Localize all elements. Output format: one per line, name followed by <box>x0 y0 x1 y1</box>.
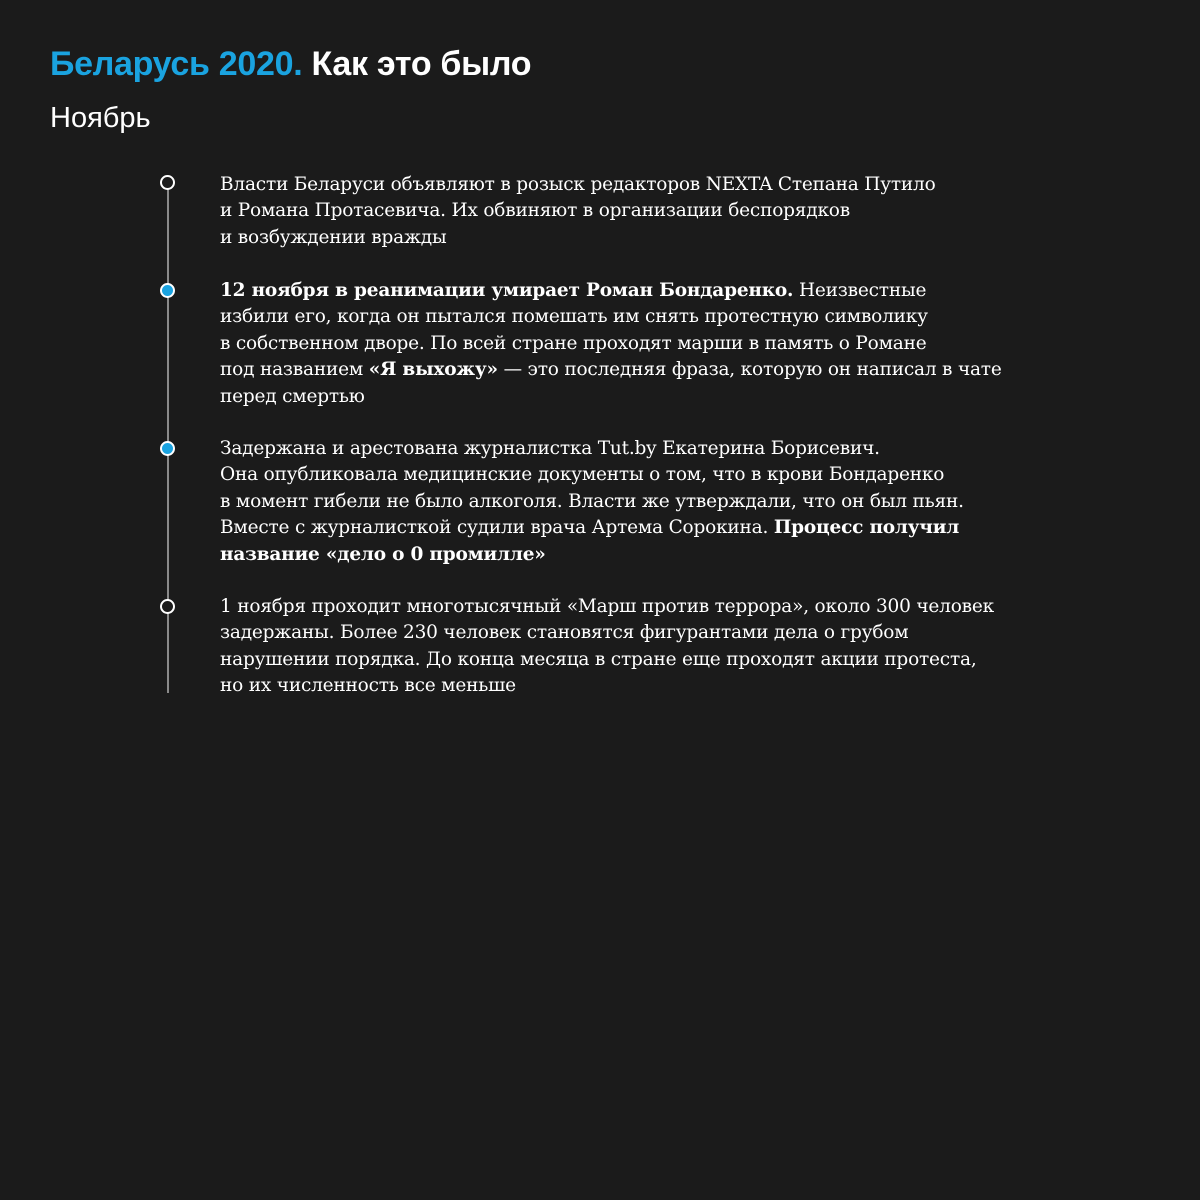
event-text: перед смертью <box>220 385 365 407</box>
event-text-line <box>220 620 1120 646</box>
title-main: Как это было <box>311 45 532 83</box>
event-text-line <box>220 304 1120 330</box>
event-text: Она опубликовала медицинские документы о том, что в крови Бондаренко <box>220 464 945 486</box>
timeline-marker <box>160 175 175 190</box>
event-text-line <box>220 647 1120 673</box>
event-text-bold: Процесс получил <box>773 517 960 539</box>
timeline-event <box>220 278 1120 410</box>
event-text-bold: «Я выхожу» <box>368 359 498 381</box>
event-text-line <box>220 436 1120 462</box>
timeline-marker <box>160 599 175 614</box>
event-text: но их численность все меньше <box>220 675 516 697</box>
event-text-line <box>220 172 1120 198</box>
event-text-line <box>220 198 1120 224</box>
event-text: избили его, когда он пытался помешать им снять протестную символику <box>220 306 928 328</box>
event-text-line <box>220 384 1120 410</box>
event-text-line <box>220 225 1120 251</box>
event-text: нарушении порядка. До конца месяца в стране еще проходят акции протеста, <box>220 648 977 670</box>
timeline-marker <box>160 441 175 456</box>
event-text: — это последняя фраза, которую он написал в чате <box>497 359 1002 381</box>
event-text-line <box>220 462 1120 488</box>
event-text: и возбуждении вражды <box>220 226 447 248</box>
title-accent: Беларусь 2020. <box>50 45 303 83</box>
timeline-event <box>220 594 1120 700</box>
timeline-event <box>220 436 1120 568</box>
timeline-line <box>167 184 169 693</box>
event-text-line <box>220 673 1120 699</box>
event-text-bold: 12 ноября в реанимации умирает Роман Бондаренко. <box>220 280 794 301</box>
event-text-bold: название «дело о 0 промилле» <box>220 543 546 565</box>
event-text: Вместе с журналисткой судили врача Артема Сорокина. <box>220 517 774 539</box>
event-text: Неизвестные <box>793 280 927 301</box>
event-text: Власти Беларуси объявляют в розыск редакторов NEXTA Степана Путило <box>220 174 936 195</box>
event-text-line <box>220 594 1120 620</box>
event-text-line <box>220 515 1120 541</box>
event-text: и Романа Протасевича. Их обвиняют в организации беспорядков <box>220 200 850 222</box>
event-text-line <box>220 542 1120 568</box>
event-text: в собственном дворе. По всей стране проходят марши в память о Романе <box>220 332 927 354</box>
page-subtitle: Ноябрь <box>50 102 151 134</box>
event-text-line <box>220 331 1120 357</box>
event-text-line <box>220 489 1120 515</box>
event-text-line <box>220 278 1120 304</box>
event-text-line <box>220 357 1120 383</box>
event-text: в момент гибели не было алкоголя. Власти же утверждали, что он был пьян. <box>220 490 964 512</box>
timeline-marker <box>160 283 175 298</box>
timeline-event <box>220 172 1120 251</box>
event-text: Задержана и арестована журналистка Tut.by Екатерина Борисевич. <box>220 438 880 459</box>
event-text: задержаны. Более 230 человек становятся фигурантами дела о грубом <box>220 622 909 644</box>
event-text: под названием <box>220 359 369 381</box>
event-text: 1 ноября проходит многотысячный «Марш против террора», около 300 человек <box>220 596 994 617</box>
